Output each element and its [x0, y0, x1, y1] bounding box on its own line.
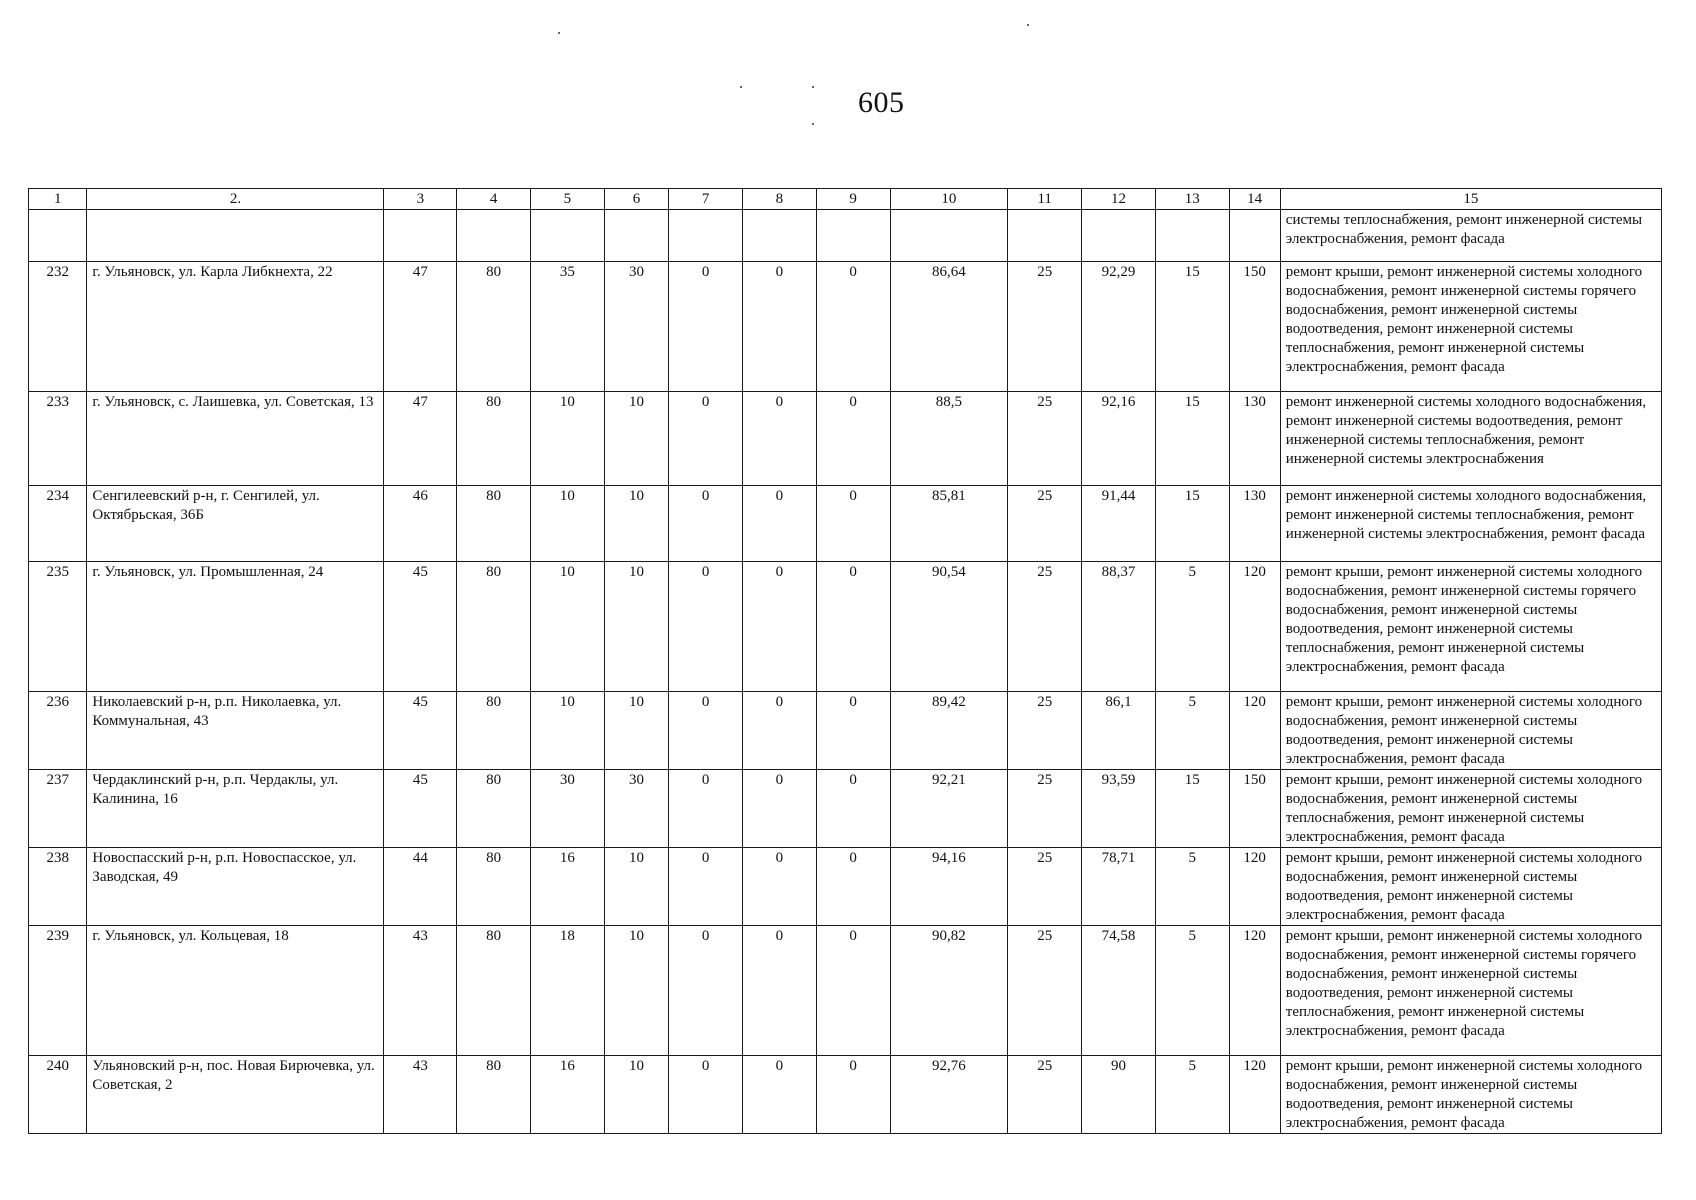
table-cell: 5: [1155, 1056, 1229, 1134]
table-cell: 45: [384, 770, 457, 848]
table-cell: 10: [604, 486, 669, 562]
table-row: [29, 692, 1662, 770]
row-number-cell: 233: [29, 392, 87, 486]
row-number-cell: 238: [29, 848, 87, 926]
table-cell: 80: [457, 770, 531, 848]
table-cell: 0: [743, 562, 817, 692]
table-cell: 0: [816, 770, 890, 848]
table-cell: 25: [1008, 692, 1082, 770]
table-cell: 0: [816, 262, 890, 392]
table-cell: 5: [1155, 926, 1229, 1056]
column-header-5: 5: [530, 189, 604, 210]
table-cell: 0: [816, 926, 890, 1056]
table-cell: 90: [1082, 1056, 1156, 1134]
address-cell: Николаевский р-н, р.п. Николаевка, ул. Коммунальная, 43: [87, 692, 384, 770]
column-header-7: 7: [669, 189, 743, 210]
table-cell: 74,58: [1082, 926, 1156, 1056]
table-cell: 80: [457, 262, 531, 392]
address-cell: г. Ульяновск, ул. Карла Либкнехта, 22: [87, 262, 384, 392]
table-row: [29, 262, 1662, 392]
works-cell: ремонт инженерной системы холодного водоснабжения, ремонт инженерной системы теплоснабжения, ремонт инженерной системы электроснабжения, ремонт фасада: [1280, 486, 1661, 562]
table-cell: 150: [1229, 770, 1280, 848]
table-cell: 10: [530, 692, 604, 770]
table-cell: 120: [1229, 562, 1280, 692]
table-cell: [1082, 210, 1156, 262]
table-cell: 0: [669, 262, 743, 392]
address-cell: Сенгилеевский р-н, г. Сенгилей, ул. Октябрьская, 36Б: [87, 486, 384, 562]
table-row: [29, 770, 1662, 848]
table-cell: 0: [669, 926, 743, 1056]
table-cell: 10: [604, 926, 669, 1056]
table-cell: 80: [457, 692, 531, 770]
table-cell: 47: [384, 262, 457, 392]
table-cell: 80: [457, 926, 531, 1056]
table-cell: 16: [530, 1056, 604, 1134]
column-header-8: 8: [743, 189, 817, 210]
table-cell: [604, 210, 669, 262]
table-cell: 0: [816, 486, 890, 562]
table-cell: 80: [457, 392, 531, 486]
table-cell: 80: [457, 486, 531, 562]
table-cell: 120: [1229, 848, 1280, 926]
table-cell: 15: [1155, 486, 1229, 562]
table-cell: 47: [384, 392, 457, 486]
table-cell: 120: [1229, 926, 1280, 1056]
table-body: [29, 210, 1662, 1134]
table-cell: 0: [669, 770, 743, 848]
column-header-13: 13: [1155, 189, 1229, 210]
scan-speck: [558, 32, 560, 34]
table-cell: 0: [743, 486, 817, 562]
row-number-cell: 240: [29, 1056, 87, 1134]
address-cell: г. Ульяновск, ул. Кольцевая, 18: [87, 926, 384, 1056]
row-number-cell: 237: [29, 770, 87, 848]
works-cell: ремонт крыши, ремонт инженерной системы холодного водоснабжения, ремонт инженерной системы водоотведения, ремонт инженерной системы электроснабжения, ремонт фасада: [1280, 848, 1661, 926]
table-cell: [530, 210, 604, 262]
table-row: [29, 926, 1662, 1056]
table-cell: 0: [743, 848, 817, 926]
table-cell: 25: [1008, 486, 1082, 562]
works-cell: ремонт крыши, ремонт инженерной системы холодного водоснабжения, ремонт инженерной системы водоотведения, ремонт инженерной системы электроснабжения, ремонт фасада: [1280, 1056, 1661, 1134]
table-cell: 80: [457, 848, 531, 926]
table-cell: 16: [530, 848, 604, 926]
table-cell: [1008, 210, 1082, 262]
table-cell: 25: [1008, 562, 1082, 692]
row-number-cell: 235: [29, 562, 87, 692]
continuation-row: [29, 210, 1662, 262]
column-header-6: 6: [604, 189, 669, 210]
scan-speck: [740, 86, 742, 88]
table-cell: [457, 210, 531, 262]
column-header-4: 4: [457, 189, 531, 210]
table-cell: 25: [1008, 262, 1082, 392]
column-header-11: 11: [1008, 189, 1082, 210]
table-cell: 88,5: [890, 392, 1008, 486]
works-cell: ремонт крыши, ремонт инженерной системы холодного водоснабжения, ремонт инженерной системы теплоснабжения, ремонт инженерной системы электроснабжения, ремонт фасада: [1280, 770, 1661, 848]
column-header-12: 12: [1082, 189, 1156, 210]
table-cell: 5: [1155, 848, 1229, 926]
table-cell: 10: [604, 1056, 669, 1134]
column-header-15: 15: [1280, 189, 1661, 210]
table-cell: 10: [604, 562, 669, 692]
table-cell: 92,29: [1082, 262, 1156, 392]
table-cell: 43: [384, 1056, 457, 1134]
table-cell: 45: [384, 562, 457, 692]
table-cell: 0: [743, 392, 817, 486]
table-cell: 10: [604, 848, 669, 926]
table-cell: 80: [457, 1056, 531, 1134]
table-row: [29, 1056, 1662, 1134]
table-cell: 90,54: [890, 562, 1008, 692]
row-number-cell: 239: [29, 926, 87, 1056]
table-cell: 30: [604, 262, 669, 392]
table-cell: 92,76: [890, 1056, 1008, 1134]
table-cell: 150: [1229, 262, 1280, 392]
table-cell: 90,82: [890, 926, 1008, 1056]
address-cell: г. Ульяновск, ул. Промышленная, 24: [87, 562, 384, 692]
table-cell: 15: [1155, 770, 1229, 848]
table-cell: 0: [669, 392, 743, 486]
table-cell: 92,16: [1082, 392, 1156, 486]
table-cell: 18: [530, 926, 604, 1056]
table-cell: 130: [1229, 486, 1280, 562]
table-cell: 30: [530, 770, 604, 848]
table-cell: 35: [530, 262, 604, 392]
table-cell: [669, 210, 743, 262]
table-cell: 0: [816, 392, 890, 486]
works-cell: ремонт инженерной системы холодного водоснабжения, ремонт инженерной системы водоотведения, ремонт инженерной системы теплоснабжения, ремонт инженерной системы электроснабжения: [1280, 392, 1661, 486]
table-cell: 30: [604, 770, 669, 848]
table-cell: 46: [384, 486, 457, 562]
table-cell: 0: [743, 262, 817, 392]
table-cell: 120: [1229, 692, 1280, 770]
table-cell: 89,42: [890, 692, 1008, 770]
column-header-9: 9: [816, 189, 890, 210]
table-cell: [890, 210, 1008, 262]
table-cell: 10: [604, 692, 669, 770]
table-cell: 78,71: [1082, 848, 1156, 926]
table-cell: 0: [816, 1056, 890, 1134]
table-cell: [743, 210, 817, 262]
table-cell: [816, 210, 890, 262]
page-number: 605: [858, 86, 905, 119]
table-cell: 0: [743, 692, 817, 770]
works-cell: ремонт крыши, ремонт инженерной системы холодного водоснабжения, ремонт инженерной системы горячего водоснабжения, ремонт инженерной системы водоотведения, ремонт инженерной системы теплоснабжения, ремонт инженерной системы электроснабжения, ремонт фасада: [1280, 562, 1661, 692]
table-cell: 0: [669, 848, 743, 926]
table-cell: [384, 210, 457, 262]
row-number-cell: 232: [29, 262, 87, 392]
table-cell: 5: [1155, 562, 1229, 692]
table-cell: 0: [816, 562, 890, 692]
table-cell: 10: [530, 486, 604, 562]
table-cell: 94,16: [890, 848, 1008, 926]
table-row: [29, 486, 1662, 562]
table-cell: 0: [743, 926, 817, 1056]
table-cell: 25: [1008, 1056, 1082, 1134]
column-header-2: 2.: [87, 189, 384, 210]
table-cell: 43: [384, 926, 457, 1056]
table-cell: 80: [457, 562, 531, 692]
column-header-10: 10: [890, 189, 1008, 210]
scan-speck: [1027, 24, 1029, 26]
table-cell: 10: [530, 562, 604, 692]
table-row: [29, 392, 1662, 486]
table-cell: 86,64: [890, 262, 1008, 392]
table-row: [29, 848, 1662, 926]
address-cell: Чердаклинский р-н, р.п. Чердаклы, ул. Калинина, 16: [87, 770, 384, 848]
table-cell: 0: [816, 692, 890, 770]
column-header-1: 1: [29, 189, 87, 210]
scan-speck: [812, 123, 814, 125]
table-cell: 10: [604, 392, 669, 486]
table-cell: 10: [530, 392, 604, 486]
table-cell: 91,44: [1082, 486, 1156, 562]
works-cell: ремонт крыши, ремонт инженерной системы холодного водоснабжения, ремонт инженерной системы горячего водоснабжения, ремонт инженерной системы водоотведения, ремонт инженерной системы теплоснабжения, ремонт инженерной системы электроснабжения, ремонт фасада: [1280, 262, 1661, 392]
table-cell: 130: [1229, 392, 1280, 486]
table-cell: 92,21: [890, 770, 1008, 848]
registry-table: [28, 188, 1662, 1134]
table-cell: 93,59: [1082, 770, 1156, 848]
table-cell: 15: [1155, 392, 1229, 486]
table-cell: 44: [384, 848, 457, 926]
table-cell: 85,81: [890, 486, 1008, 562]
table-cell: 25: [1008, 392, 1082, 486]
address-cell: Новоспасский р-н, р.п. Новоспасское, ул. Заводская, 49: [87, 848, 384, 926]
address-cell: Ульяновский р-н, пос. Новая Бирючевка, ул. Советская, 2: [87, 1056, 384, 1134]
works-cell: ремонт крыши, ремонт инженерной системы холодного водоснабжения, ремонт инженерной системы горячего водоснабжения, ремонт инженерной системы водоотведения, ремонт инженерной системы теплоснабжения, ремонт инженерной системы электроснабжения, ремонт фасада: [1280, 926, 1661, 1056]
table-cell: 120: [1229, 1056, 1280, 1134]
column-header-14: 14: [1229, 189, 1280, 210]
table-cell: 0: [669, 486, 743, 562]
table-cell: 25: [1008, 848, 1082, 926]
table-cell: [1229, 210, 1280, 262]
scan-speck: [812, 86, 814, 88]
table-cell: 25: [1008, 926, 1082, 1056]
row-number-cell: [29, 210, 87, 262]
column-header-3: 3: [384, 189, 457, 210]
table-cell: [1155, 210, 1229, 262]
works-cell: ремонт крыши, ремонт инженерной системы холодного водоснабжения, ремонт инженерной системы водоотведения, ремонт инженерной системы электроснабжения, ремонт фасада: [1280, 692, 1661, 770]
address-cell: [87, 210, 384, 262]
table-row: [29, 562, 1662, 692]
table-cell: 5: [1155, 692, 1229, 770]
address-cell: г. Ульяновск, с. Лаишевка, ул. Советская, 13: [87, 392, 384, 486]
table-cell: 0: [816, 848, 890, 926]
row-number-cell: 236: [29, 692, 87, 770]
table-cell: 0: [743, 770, 817, 848]
table-cell: 86,1: [1082, 692, 1156, 770]
works-cell: системы теплоснабжения, ремонт инженерной системы электроснабжения, ремонт фасада: [1280, 210, 1661, 262]
row-number-cell: 234: [29, 486, 87, 562]
table-cell: 25: [1008, 770, 1082, 848]
table-cell: 0: [669, 692, 743, 770]
table-cell: 0: [743, 1056, 817, 1134]
table-cell: 0: [669, 562, 743, 692]
table-cell: 45: [384, 692, 457, 770]
table-cell: 15: [1155, 262, 1229, 392]
table-cell: 88,37: [1082, 562, 1156, 692]
table-cell: 0: [669, 1056, 743, 1134]
table-header-row: [29, 189, 1662, 210]
